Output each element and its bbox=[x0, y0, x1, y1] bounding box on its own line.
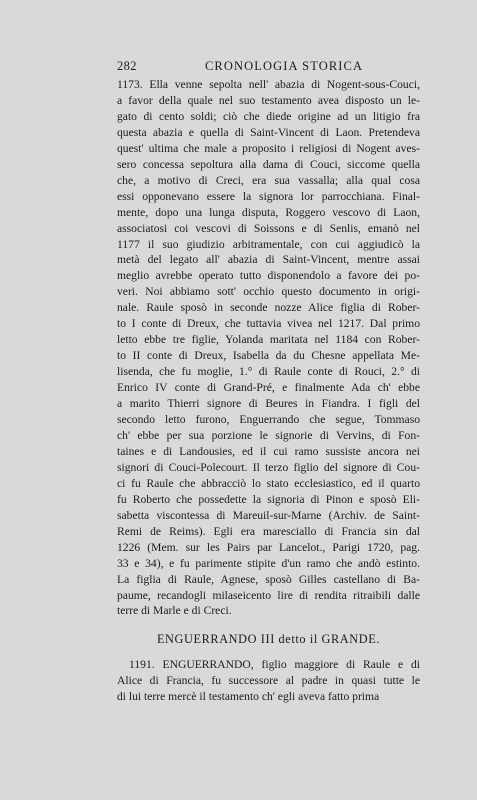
text-line: signori di Couci-Polecourt. Il terzo figlio del signore di Cou- bbox=[117, 460, 420, 474]
text-line: to I conte di Dreux, che tuttavia vivea nel 1217. Dal primo bbox=[117, 317, 420, 331]
text-line: 1226 (Mem. sur les Pairs par Lancelot., Parigi 1720, pag. bbox=[117, 540, 420, 554]
text-line: paume, recandogli milaseicento lire di rendita ritraibili dalle bbox=[117, 588, 420, 602]
text-line: 1177 il suo giudizio arbitramentale, con cui aggiudicò la bbox=[117, 237, 420, 251]
page-body bbox=[117, 77, 420, 705]
text-line: 1173. Ella venne sepolta nell' abazia di Nogent-sous-Couci, bbox=[117, 78, 420, 91]
text-line: essi opponevano essere la signora lor parrocchiana. Final- bbox=[117, 189, 420, 203]
text-line: ch' ebbe per sua porzione le signorie di Vervins, di Fon- bbox=[117, 428, 420, 442]
text-line: gato di cento soldi; ciò che diede origine ad un litigio fra bbox=[117, 109, 420, 123]
text-line: 33 e 34), e fu parimente stipite d'un ramo che andò estinto. bbox=[117, 556, 420, 570]
text-line: taines e di Landousies, ed il cui ramo sussiste ancora nei bbox=[117, 444, 420, 458]
text-line: secondo letto furono, Enguerrando che segue, Tommaso bbox=[117, 413, 420, 427]
text-line: to II conte di Dreux, Isabella da du Chesne appellata Me- bbox=[117, 349, 420, 363]
text-line: veri. Noi abbiamo sott' occhio questo documento in origi- bbox=[117, 285, 420, 299]
text-line: mente, dopo una lunga disputa, Roggero vescovo di Laon, bbox=[117, 205, 420, 219]
text-line: meglio avrebbe operato tutto disponendolo a favore dei po- bbox=[117, 269, 420, 283]
paragraph-continuation bbox=[117, 77, 420, 619]
section-heading: ENGUERRANDO III detto il GRANDE. bbox=[156, 632, 381, 647]
running-title: CRONOLOGIA STORICA bbox=[205, 59, 364, 73]
text-line: lisenda, che fu moglie, 1.° di Raule conte di Rouci, 2.° di bbox=[117, 365, 420, 379]
text-line: di lui terre mercè il testamento ch' egli aveva fatto prima bbox=[117, 690, 380, 704]
text-line: La figlia di Raule, Agnese, sposò Gilles castellano di Ba- bbox=[117, 572, 420, 586]
text-line: terre di Marle e di Creci. bbox=[117, 604, 232, 618]
text-line: Remi de Reims). Egli era maresciallo di Francia sin dal bbox=[117, 524, 420, 538]
text-line: 1191. ENGUERRANDO, figlio maggiore di Raule e di bbox=[129, 658, 420, 672]
text-line: a marito Thierri signore di Beures in Fiandra. I figli del bbox=[117, 397, 420, 411]
text-line: letto ebbe tre figlie, Yolanda maritata nel 1184 con Rober- bbox=[117, 333, 420, 347]
paragraph-enguerrando bbox=[117, 657, 420, 705]
text-line: Alice di Francia, fu successore al padre in quasi tutte le bbox=[117, 674, 420, 688]
text-line: che, a motivo di Creci, era sua vassalla; alla qual cosa bbox=[117, 173, 420, 187]
text-line: associatosi coi vescovi di Soissons e di Senlis, emanò nel bbox=[117, 221, 420, 235]
text-line: a favor della quale nel suo testamento avea disposto un le- bbox=[117, 93, 420, 107]
page-header bbox=[117, 59, 419, 73]
text-line: sero concessa sepoltura alla dama di Couci, siccome quella bbox=[117, 157, 420, 171]
text-line: metà del legato all' abazia di Saint-Vincent, mentre assai bbox=[117, 253, 420, 267]
text-line: fu Roberto che possedette la signoria di Pinon e sposò Eli- bbox=[117, 492, 420, 506]
page-number: 282 bbox=[117, 59, 137, 73]
text-line: nale. Raule sposò in seconde nozze Alice figlia di Rober- bbox=[117, 301, 420, 315]
text-line: questa abazia e quella di Saint-Vincent di Laon. Pretendeva bbox=[117, 125, 420, 139]
text-line: Enrico IV conte di Grand-Pré, e finalmente Ada ch' ebbe bbox=[117, 381, 420, 395]
text-line: ci fu Raule che abbracciò lo stato ecclesiastico, ed il quarto bbox=[117, 476, 420, 490]
text-line: quest' ultima che male a proposito i religiosi di Nogent aves- bbox=[117, 141, 420, 155]
text-line: sabetta viscontessa di Mareuil-sur-Marne (Archiv. de Saint- bbox=[117, 508, 420, 522]
